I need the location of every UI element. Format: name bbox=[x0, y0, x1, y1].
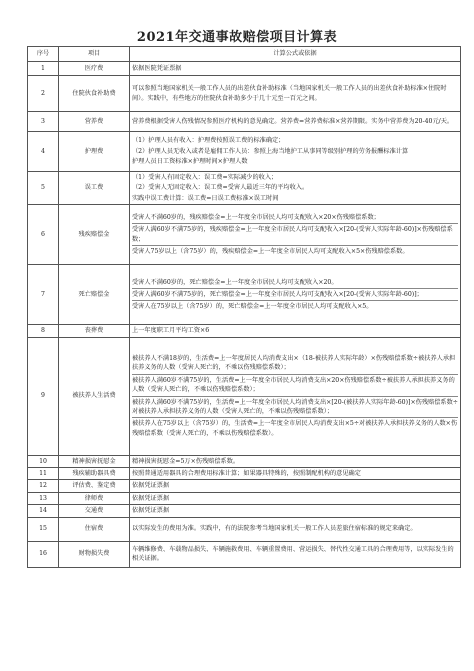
table-row bbox=[28, 517, 461, 541]
description-paragraph: 受害人75岁以上（含75岁）的，残疾赔偿金=上一年度全市居民人均可支配收入×5×伤残赔偿系数。 bbox=[132, 248, 409, 256]
row-number: 8 bbox=[28, 325, 59, 337]
row-description bbox=[130, 455, 461, 467]
table-row bbox=[28, 325, 461, 337]
description-paragraph: 被扶养人满60岁不满75岁的，生活费=上一年度全市居民人均消费支出×20×伤残赔偿系数÷被扶养人承担扶养义务的人数（受害人死亡的，不乘以伤残赔偿系数）； bbox=[132, 376, 455, 394]
row-number: 1 bbox=[28, 62, 59, 76]
row-number: 11 bbox=[28, 468, 59, 480]
row-item: 评估费、鉴定费 bbox=[59, 480, 130, 492]
table-row bbox=[28, 541, 461, 567]
row-item: 交通费 bbox=[59, 505, 130, 517]
row-number: 10 bbox=[28, 455, 59, 467]
row-number: 13 bbox=[28, 492, 59, 504]
row-description bbox=[130, 337, 461, 455]
description-paragraph: 可以参照当地国家机关一般工作人员的出差伙食补助标准（当地国家机关一般工作人员的出差伙食补助标准×住院时间）。实践中，有些地方的住院伙食补助多少于几十元至一百元之间。 bbox=[132, 85, 447, 102]
row-description bbox=[130, 205, 461, 265]
description-paragraph: （2）护理人员无收入或者是雇佣工作人员：参照上海当地护工从事同等级别护理的劳务报酬标准计算 bbox=[132, 147, 409, 155]
row-item: 残疾赔偿金 bbox=[59, 205, 130, 265]
compensation-table bbox=[27, 46, 461, 568]
row-item: 死亡赔偿金 bbox=[59, 265, 130, 325]
description-paragraph: 受害人在75岁以上（含75岁）的，死亡赔偿金=上一年度全市居民人均可支配收入×5。 bbox=[132, 303, 373, 311]
description-paragraph: 依据医院凭证票据 bbox=[132, 64, 182, 72]
row-number: 15 bbox=[28, 517, 59, 541]
table-row bbox=[28, 492, 461, 504]
description-paragraph: 受害人不满60岁的，残疾赔偿金=上一年度全市居民人均可支配收入×20×伤残赔偿系数； bbox=[132, 213, 380, 221]
description-paragraph: 受害人满60岁不满75岁的，死亡赔偿金=上一年度全市居民人均可支配收入×[20-(受害人实际年龄-60)]； bbox=[132, 291, 423, 299]
paragraph-divider bbox=[132, 300, 458, 301]
header-item: 项目 bbox=[59, 47, 130, 62]
row-description bbox=[130, 480, 461, 492]
description-paragraph: 依据凭证票据 bbox=[132, 507, 170, 515]
description-paragraph: 被扶养人在75岁以上（含75岁）的，生活费=上一年度全市居民人均消费支出×5÷对被扶养人承担扶养义务的人数×伤残赔偿系数（受害人死亡的，不乘以伤残赔偿系数）。 bbox=[132, 420, 458, 437]
row-description bbox=[130, 517, 461, 541]
row-number: 12 bbox=[28, 480, 59, 492]
row-description bbox=[130, 468, 461, 480]
row-description bbox=[130, 541, 461, 567]
row-description bbox=[130, 325, 461, 337]
description-paragraph: 按照普通适用器具的合理费用标准计算；如果器具特殊的，按照制配机构的意见确定 bbox=[132, 470, 361, 478]
row-item: 律师费 bbox=[59, 492, 130, 504]
row-item: 误工费 bbox=[59, 172, 130, 205]
table-row bbox=[28, 132, 461, 172]
description-paragraph: 以实际发生的费用为准。实践中，有的法院参考当地国家机关一般工作人员差旅住宿标准的规定来确定。 bbox=[132, 525, 417, 533]
description-paragraph: （2）受害人无固定收入：误工费=受害人最近三年的平均收入。 bbox=[132, 184, 309, 192]
header-desc: 计算公式或依据 bbox=[130, 47, 461, 62]
row-number: 7 bbox=[28, 265, 59, 325]
description-paragraph: 被扶养人不满18岁的，生活费=上一年度居民人均消费支出×（18-被扶养人实际年龄）×伤残赔偿系数÷被扶养人承担扶养义务的人数（受害人死亡的，不乘以伤残赔偿系数）； bbox=[132, 355, 456, 372]
row-item: 财物损失费 bbox=[59, 541, 130, 567]
row-item: 营养费 bbox=[59, 112, 130, 132]
paragraph-divider bbox=[132, 396, 458, 397]
table-row bbox=[28, 455, 461, 467]
table-row bbox=[28, 337, 461, 455]
description-paragraph: 受害人满60岁不满75岁的，残疾赔偿金=上一年度全市居民人均可支配收入×[20-(受害人实际年龄-60)]×伤残赔偿系数； bbox=[132, 226, 453, 243]
table-row bbox=[28, 205, 461, 265]
paragraph-divider bbox=[132, 245, 458, 246]
table-body bbox=[28, 47, 461, 568]
paragraph-divider bbox=[132, 417, 458, 418]
table-row bbox=[28, 172, 461, 205]
row-item: 精神损害抚慰金 bbox=[59, 455, 130, 467]
document-title: 2021年交通事故赔偿项目计算表 bbox=[136, 30, 338, 45]
row-item: 被扶养人生活费 bbox=[59, 337, 130, 455]
row-item: 住院伙食补助费 bbox=[59, 76, 130, 112]
description-paragraph: 受害人不满60岁的，死亡赔偿金=上一年度全市居民人均可支配收入×20。 bbox=[132, 278, 338, 286]
header-num: 序号 bbox=[28, 47, 59, 62]
paragraph-divider bbox=[132, 288, 458, 289]
description-paragraph: （1）护理人员有收入：护理费按照误工费的标准确定； bbox=[132, 137, 285, 145]
row-item: 护理费 bbox=[59, 132, 130, 172]
description-paragraph: 营养费根据受害人伤残情况参照医疗机构的意见确定。营养费=营养费标准×营养期限。实务中营养费为20-40元/天。 bbox=[132, 117, 454, 125]
row-description bbox=[130, 492, 461, 504]
description-paragraph: 依据凭证票据 bbox=[132, 482, 170, 490]
row-number: 3 bbox=[28, 112, 59, 132]
row-description bbox=[130, 112, 461, 132]
row-description bbox=[130, 265, 461, 325]
row-number: 6 bbox=[28, 205, 59, 265]
row-description bbox=[130, 505, 461, 517]
row-description bbox=[130, 132, 461, 172]
row-description bbox=[130, 76, 461, 112]
paragraph-divider bbox=[132, 223, 458, 224]
description-paragraph: 护理人员日工资标准×护理时间×护理人数 bbox=[132, 158, 248, 166]
table-row bbox=[28, 76, 461, 112]
row-item: 住宿费 bbox=[59, 517, 130, 541]
row-item: 丧葬费 bbox=[59, 325, 130, 337]
row-number: 2 bbox=[28, 76, 59, 112]
row-number: 14 bbox=[28, 505, 59, 517]
table-row bbox=[28, 505, 461, 517]
description-paragraph: 上一年度职工月平均工资×6 bbox=[132, 327, 210, 335]
row-number: 16 bbox=[28, 541, 59, 567]
row-item: 医疗费 bbox=[59, 62, 130, 76]
row-description bbox=[130, 172, 461, 205]
table-header-row bbox=[28, 47, 461, 62]
paragraph-divider bbox=[132, 374, 458, 375]
table-row bbox=[28, 265, 461, 325]
row-item: 残疾辅助器具费 bbox=[59, 468, 130, 480]
description-paragraph: 精神损害抚慰金=5万×伤残赔偿系数。 bbox=[132, 457, 240, 465]
row-description bbox=[130, 62, 461, 76]
row-number: 4 bbox=[28, 132, 59, 172]
row-number: 9 bbox=[28, 337, 59, 455]
table-row bbox=[28, 62, 461, 76]
description-paragraph: （1）受害人有固定收入：误工费=实际减少的收入； bbox=[132, 174, 278, 181]
table-row bbox=[28, 480, 461, 492]
table-row bbox=[28, 112, 461, 132]
row-number: 5 bbox=[28, 172, 59, 205]
description-paragraph: 实践中误工费计算：误工费=日误工费标准×误工时间 bbox=[132, 194, 279, 202]
description-paragraph: 依据凭证票据 bbox=[132, 494, 170, 502]
table-row bbox=[28, 468, 461, 480]
description-paragraph: 被扶养人满60岁不满75岁的，生活费=上一年度全市居民人均消费支出×[20-(被扶养人实际年龄-60)]×伤残赔偿系数÷对被扶养人承担扶养义务的人数（受害人死亡的，不乘以伤残赔偿系数）； bbox=[132, 398, 458, 416]
description-paragraph: 车辆维修费、车载物品损失、车辆施救费用、车辆重置费用、营运损失、替代性交通工具的合理费用等，以实际发生的相关证据。 bbox=[132, 545, 454, 563]
